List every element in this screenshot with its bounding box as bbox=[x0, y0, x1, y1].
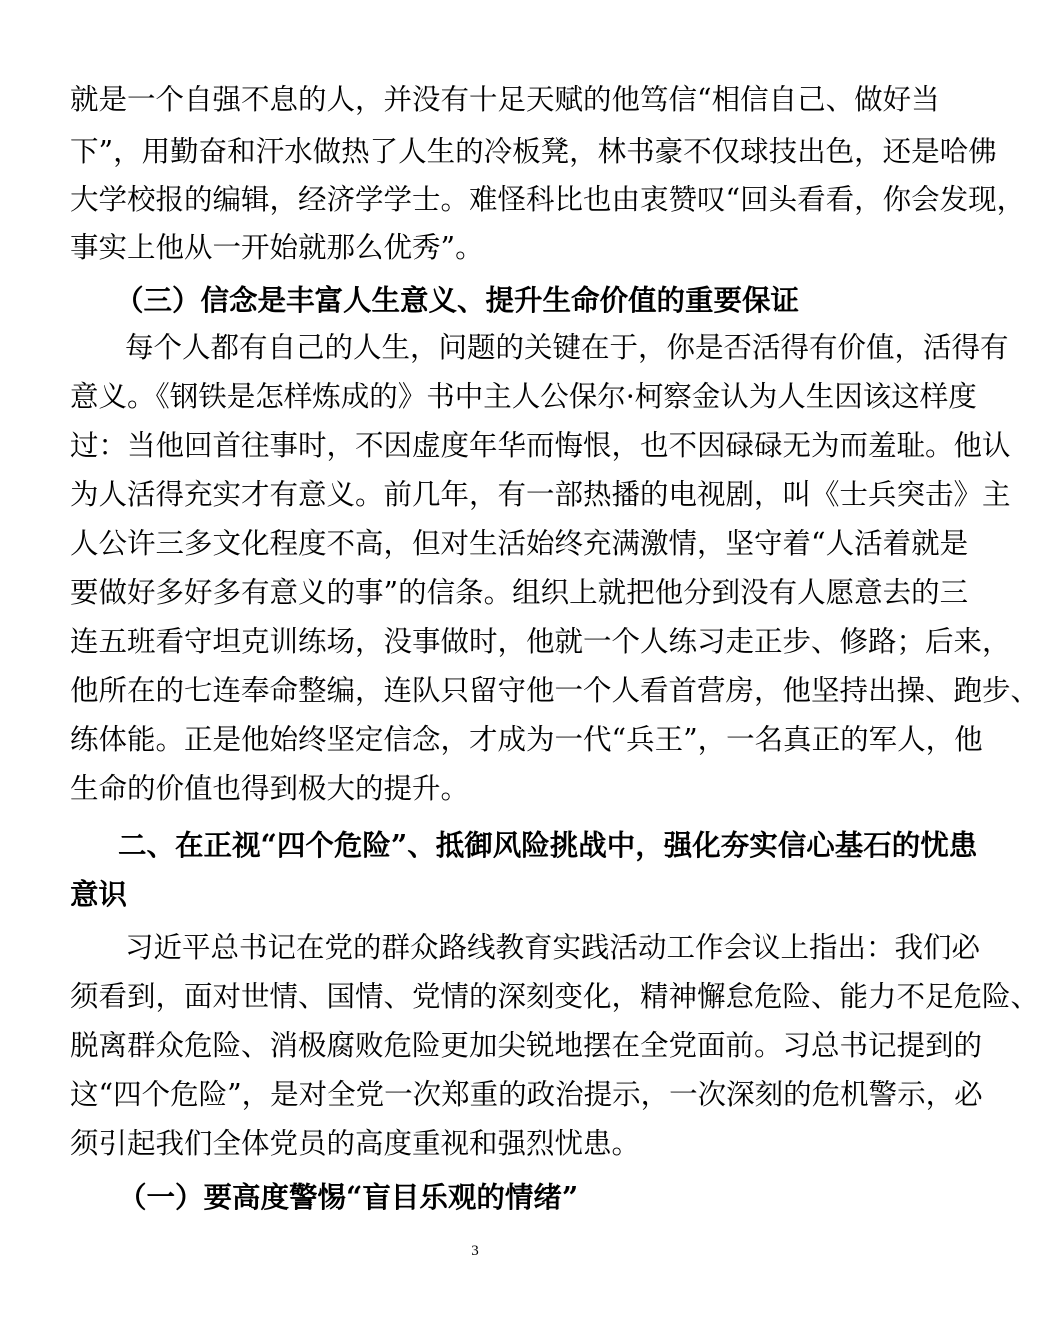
section-heading: （一）要高度警惕“盲目乐观的情绪” bbox=[118, 1180, 579, 1214]
body-text-line: 他所在的七连奉命整编，连队只留守他一个人看首营房，他坚持出操、跑步、 bbox=[70, 674, 1039, 707]
chapter-heading-continued: 意识 bbox=[70, 877, 128, 911]
body-text-line: 事实上他从一开始就那么优秀”。 bbox=[70, 231, 484, 264]
body-text-line: 大学校报的编辑，经济学学士。难怪科比也由衷赞叹“回头看看，你会发现， bbox=[70, 183, 1026, 216]
body-text-line: 须引起我们全体党员的高度重视和强烈忧患。 bbox=[70, 1127, 641, 1160]
body-text-line: 就是一个自强不息的人，并没有十足天赋的他笃信“相信自己、做好当 bbox=[70, 83, 940, 116]
body-text-line: 过：当他回首往事时，不因虚度年华而悔恨，也不因碌碌无为而羞耻。他认 bbox=[70, 429, 1011, 462]
body-text-line: 连五班看守坦克训练场，没事做时，他就一个人练习走正步、修路；后来， bbox=[70, 625, 1011, 658]
body-text-line: 须看到，面对世情、国情、党情的深刻变化，精神懈怠危险、能力不足危险、 bbox=[70, 980, 1039, 1013]
body-text-line: 意义。《钢铁是怎样炼成的》书中主人公保尔·柯察金认为人生因该这样度 bbox=[70, 380, 977, 413]
body-text-line: 脱离群众危险、消极腐败危险更加尖锐地摆在全党面前。习总书记提到的 bbox=[70, 1029, 983, 1062]
body-text-line: 生命的价值也得到极大的提升。 bbox=[70, 772, 470, 805]
page-number: 3 bbox=[471, 1243, 479, 1259]
body-text-line: 下”，用勤奋和汗水做热了人生的冷板凳，林书豪不仅球技出色，还是哈佛 bbox=[70, 135, 997, 168]
body-text-line: 练体能。正是他始终坚定信念，才成为一代“兵王”，一名真正的军人，他 bbox=[70, 723, 983, 756]
body-text-line: 要做好多好多有意义的事”的信条。组织上就把他分到没有人愿意去的三 bbox=[70, 576, 969, 609]
body-text-line: 为人活得充实才有意义。前几年，有一部热播的电视剧，叫《士兵突击》主 bbox=[70, 478, 1011, 511]
section-heading: （三）信念是丰富人生意义、提升生命价值的重要保证 bbox=[115, 283, 800, 317]
body-text-line: 人公许三多文化程度不高，但对生活始终充满激情，坚守着“人活着就是 bbox=[70, 527, 969, 560]
chapter-heading: 二、在正视“四个危险”、抵御风险挑战中，强化夯实信心基石的忧患 bbox=[118, 828, 978, 862]
paragraph-first-line: 习近平总书记在党的群众路线教育实践活动工作会议上指出：我们必 bbox=[125, 931, 981, 964]
paragraph-first-line: 每个人都有自己的人生，问题的关键在于，你是否活得有价值，活得有 bbox=[125, 331, 1009, 364]
body-text-line: 这“四个危险”，是对全党一次郑重的政治提示，一次深刻的危机警示，必 bbox=[70, 1078, 983, 1111]
